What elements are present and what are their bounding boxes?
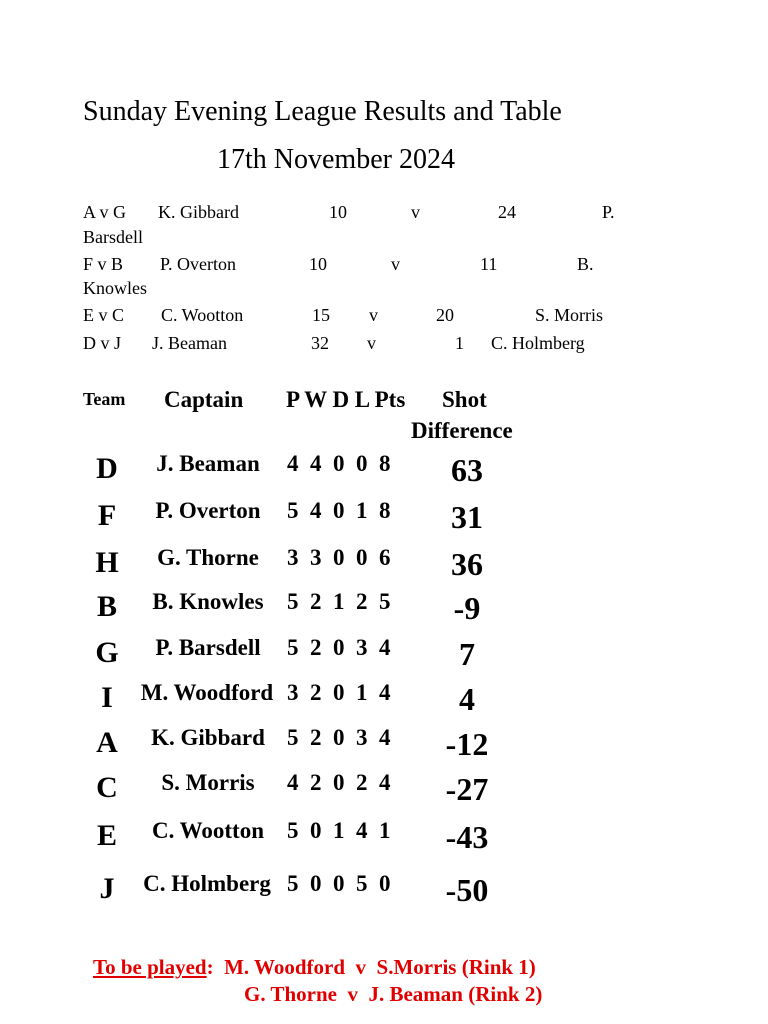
header-team: Team	[83, 389, 126, 409]
captain-name: J. Beaman	[156, 451, 260, 476]
page-date: 17th November 2024	[217, 144, 455, 175]
home-score: 32	[311, 333, 329, 353]
team-stats: 5 4 0 1 8	[287, 498, 391, 523]
team-stats: 3 2 0 1 4	[287, 680, 391, 705]
away-captain-cont: Barsdell	[83, 227, 143, 247]
away-score: 1	[455, 333, 464, 353]
captain-name: P. Barsdell	[155, 635, 261, 660]
away-captain: P.	[602, 202, 615, 222]
fixture-label: F v B	[83, 254, 124, 274]
away-score: 20	[436, 305, 454, 325]
home-score: 10	[309, 254, 327, 274]
team-stats: 3 3 0 0 6	[287, 545, 391, 570]
captain-name: G. Thorne	[157, 545, 259, 570]
home-captain: C. Wootton	[161, 305, 244, 325]
captain-name: M. Woodford	[140, 680, 274, 705]
team-stats: 5 2 0 3 4	[287, 725, 391, 750]
captain-name: S. Morris	[161, 770, 255, 795]
away-captain: B.	[577, 254, 594, 274]
shot-difference: -50	[445, 872, 489, 908]
shot-difference: -9	[453, 590, 481, 626]
shot-difference: 4	[459, 681, 475, 717]
team-stats: 4 2 0 2 4	[287, 770, 391, 795]
to-be-played-colon: :	[206, 955, 214, 979]
fixture-rink-1: M. Woodford v S.Morris (Rink 1)	[224, 955, 536, 979]
captain-name: C. Holmberg	[143, 871, 271, 896]
captain-name: P. Overton	[155, 498, 261, 523]
away-score: 11	[480, 254, 498, 274]
page-title: Sunday Evening League Results and Table	[83, 96, 562, 127]
header-difference: Difference	[411, 418, 513, 443]
team-stats: 5 2 1 2 5	[287, 589, 391, 614]
shot-difference: 63	[451, 452, 483, 488]
shot-difference: -27	[445, 771, 489, 807]
captain-name: K. Gibbard	[151, 725, 265, 750]
header-stats: P W D L Pts	[286, 387, 406, 412]
fixture-label: A v G	[83, 202, 127, 222]
home-score: 10	[329, 202, 347, 222]
to-be-played-line-1	[93, 955, 536, 980]
versus: v	[367, 333, 376, 353]
captain-name: C. Wootton	[151, 818, 265, 843]
team-letter: I	[101, 681, 113, 714]
shot-difference: -43	[445, 819, 489, 855]
team-letter: H	[95, 546, 119, 579]
versus: v	[391, 254, 400, 274]
team-stats: 5 0 0 5 0	[287, 871, 391, 896]
team-letter: D	[96, 452, 118, 485]
team-letter: J	[99, 872, 115, 905]
header-captain: Captain	[164, 387, 244, 412]
team-letter: E	[96, 819, 117, 852]
team-letter: B	[96, 590, 117, 623]
shot-difference: -12	[445, 726, 489, 762]
home-captain: P. Overton	[160, 254, 236, 274]
home-captain: J. Beaman	[152, 333, 227, 353]
shot-difference: 7	[459, 636, 475, 672]
team-letter: F	[97, 499, 117, 532]
team-letter: G	[95, 636, 119, 669]
versus: v	[411, 202, 420, 222]
header-shot: Shot	[442, 387, 487, 412]
away-captain: C. Holmberg	[491, 333, 585, 353]
home-score: 15	[312, 305, 330, 325]
team-letter: A	[96, 726, 118, 759]
fixture-label: D v J	[83, 333, 122, 353]
fixture-rink-2: G. Thorne v J. Beaman (Rink 2)	[244, 982, 543, 1006]
shot-difference: 31	[451, 499, 483, 535]
to-be-played-label: To be played	[93, 955, 207, 979]
away-captain-cont: Knowles	[83, 278, 147, 298]
captain-name: B. Knowles	[152, 589, 264, 614]
away-score: 24	[498, 202, 516, 222]
shot-difference: 36	[451, 546, 483, 582]
team-stats: 5 2 0 3 4	[287, 635, 391, 660]
versus: v	[369, 305, 378, 325]
team-stats: 4 4 0 0 8	[287, 451, 391, 476]
team-letter: C	[96, 771, 118, 804]
fixture-label: E v C	[83, 305, 125, 325]
home-captain: K. Gibbard	[158, 202, 239, 222]
team-stats: 5 0 1 4 1	[287, 818, 391, 843]
away-captain: S. Morris	[535, 305, 604, 325]
